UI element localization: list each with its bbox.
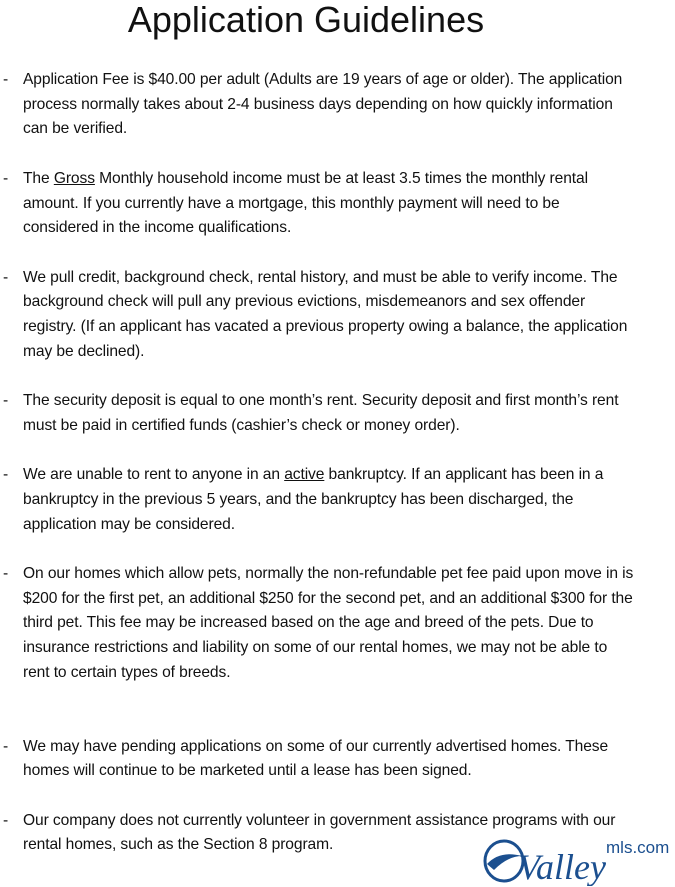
guideline-text: The security deposit is equal to one month’s rent. Security deposit and first month’s rent must be paid in certified funds (cashier’s check or money order). bbox=[23, 392, 619, 434]
underlined-term-active: active bbox=[284, 466, 325, 484]
guideline-text: Monthly household income must be at least 3.5 times the monthly rental amount. If you currently have a mortgage, this monthly payment will need to be considered in the income qualifications. bbox=[23, 169, 588, 237]
logo-suffix-text: mls.com bbox=[606, 838, 670, 857]
guideline-text: Application Fee is $40.00 per adult (Adults are 19 years of age or older). The application process normally takes about 2-4 business days depending on how quickly information can be verified. bbox=[23, 71, 623, 138]
guideline-bankruptcy bbox=[0, 463, 635, 537]
guideline-text: We are unable to rent to anyone in an bbox=[23, 466, 285, 484]
bullet-dash: - bbox=[3, 811, 9, 829]
guideline-text: We may have pending applications on some of our currently advertised homes. These homes will continue to be marketed until a lease has been signed. bbox=[23, 737, 609, 780]
guideline-text: Our company does not currently volunteer in government assistance programs with our rental homes, such as the Section 8 program. bbox=[23, 811, 616, 854]
bullet-dash: - bbox=[3, 564, 9, 582]
guideline-security-deposit bbox=[0, 389, 635, 438]
guideline-income bbox=[0, 167, 635, 241]
underlined-term-gross: Gross bbox=[53, 169, 95, 187]
bullet-dash: - bbox=[3, 268, 9, 286]
logo-brand-text: Valley bbox=[518, 847, 606, 886]
bullet-dash: - bbox=[3, 71, 9, 88]
valleymls-logo bbox=[482, 836, 674, 886]
guideline-pending-applications bbox=[0, 735, 635, 784]
guideline-application-fee bbox=[0, 68, 635, 142]
bullet-dash: - bbox=[3, 392, 9, 410]
guidelines-list bbox=[0, 68, 675, 883]
page-title: Application Guidelines bbox=[127, 0, 485, 40]
guideline-text: The bbox=[23, 169, 54, 187]
guideline-background-check bbox=[0, 266, 635, 365]
guideline-pets bbox=[0, 562, 635, 686]
bullet-dash: - bbox=[3, 169, 9, 187]
guideline-text: On our homes which allow pets, normally the non-refundable pet fee paid upon move in is $200 for the first pet, an additional $250 for the second pet, and an additional $300 for the third pet. This fee may be increased based on the age and breed of the pets. Due to insurance restrictions and liability on some of our rental homes, we may not be able to rent to certain types of breeds. bbox=[23, 564, 634, 681]
guideline-text: bankruptcy. If an applicant has been in a bankruptcy in the previous 5 years, and the bankruptcy has been discharged, the application may be considered. bbox=[23, 466, 604, 533]
bullet-dash: - bbox=[3, 737, 9, 755]
bullet-dash: - bbox=[3, 466, 9, 484]
guideline-text: We pull credit, background check, rental history, and must be able to verify income. The background check will pull any previous evictions, misdemeanors and sex offender registry. (If an applicant has vacated a previous property owing a balance, the application may be declined). bbox=[23, 268, 628, 360]
